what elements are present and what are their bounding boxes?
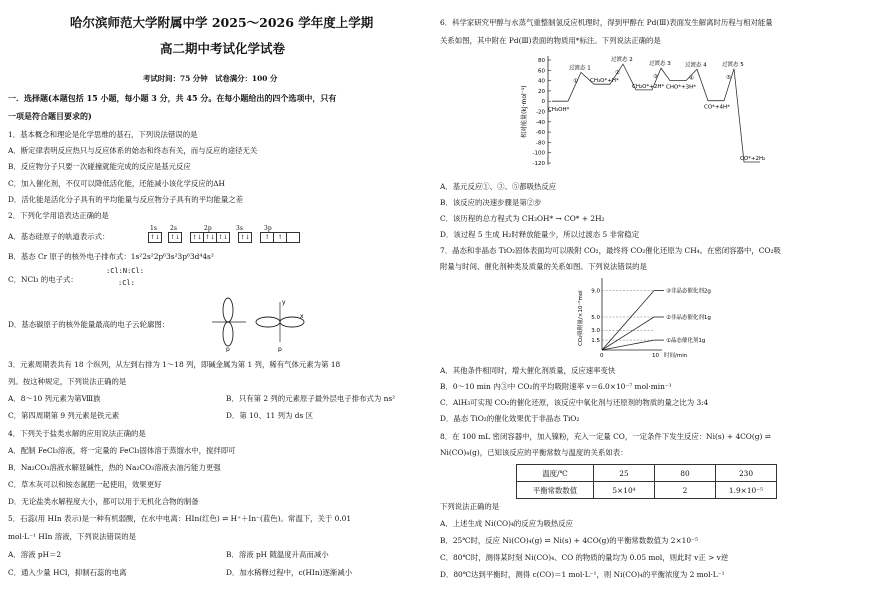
q5-option-a: A．溶液 pH＝2 — [8, 550, 62, 559]
transition-state-label: 过渡态 1 — [569, 65, 591, 72]
q1-option-d: D．活化能是活化分子具有的平均能量与反应物分子具有的平均能量之差 — [8, 195, 244, 204]
question-6-cont: 关系如图，其中附在 Pd(Ⅲ)表面的物质用*标注。下列说法正确的是 — [440, 36, 661, 45]
question-4: 4．下列关于盐类水解的应用说法正确的是 — [8, 429, 146, 438]
question-7-cont: 附量与时间、催化剂种类及质量的关系如图。下列说法错误的是 — [440, 262, 647, 271]
table-cell: 2 — [655, 482, 716, 499]
orbital-box — [286, 232, 300, 243]
section-heading-cont: 一项是符合题目要求的) — [8, 111, 92, 121]
transition-state-label: 过渡态 4 — [685, 62, 707, 69]
orbital-box: ↑↓ — [191, 234, 203, 241]
adsorption-chart — [568, 276, 743, 362]
orbital-box: ↑↓ — [149, 234, 161, 241]
orbital-label-1s: 1s — [150, 225, 157, 232]
question-1: 1．基本概念和理论是化学思维的基石，下列说法错误的是 — [8, 130, 198, 139]
table-header-cell: 230 — [716, 465, 777, 482]
equilibrium-table — [516, 464, 777, 499]
table-header-cell: 80 — [655, 465, 716, 482]
energy-tick-label: -20 — [536, 109, 545, 116]
exam-subtitle: 高二期中考试化学试卷 — [160, 41, 286, 56]
axis-y-label: y — [282, 299, 286, 306]
lewis-structure-bottom: :Cl: — [118, 279, 135, 287]
y-tick-label: 5.0 — [591, 315, 600, 321]
question-8-cont: Ni(CO)₄(g)，已知该反应的平衡常数与温度的关系如表： — [440, 448, 628, 457]
q2-option-b: B．基态 Cr 原子的核外电子排布式：1s²2s²2p⁶3s²3p⁶3d⁴4s² — [8, 252, 214, 261]
step-label: ① — [573, 78, 578, 85]
transition-state-label: 过渡态 3 — [649, 61, 671, 68]
q4-option-b: B．Na₂CO₃溶液水解显碱性，热的 Na₂CO₃溶液去油污能力更强 — [8, 463, 221, 472]
energy-tick-label: -120 — [532, 161, 545, 167]
question-6: 6．科学家研究甲醇与水蒸气重整制氢反应机理时，得到甲醇在 Pd(Ⅲ)表面发生解离时历程与相对能量 — [440, 18, 773, 27]
species-label: CO*+2H₂ — [740, 155, 766, 162]
q7-option-a: A．其他条件相同时，增大催化剂质量，反应速率变快 — [440, 366, 616, 375]
question-3-cont: 列。按这种规定，下列说法正确的是 — [8, 377, 127, 386]
x-tick-label: 0 — [600, 353, 604, 359]
q6-option-d: D．该过程 5 生成 H₂时释放能量少，所以过渡态 5 非常稳定 — [440, 230, 640, 239]
energy-tick-label: 40 — [538, 78, 545, 85]
table-header-cell: 温度/℃ — [517, 465, 594, 482]
y-tick-label: 3.0 — [591, 328, 600, 335]
exam-info: 考试时间：75 分钟 试卷满分：100 分 — [143, 74, 278, 83]
q8-prompt: 下列说法正确的是 — [440, 502, 500, 511]
species-label: CH₃OH* — [548, 107, 570, 114]
q2c-formula: NCl₃ — [21, 275, 39, 284]
q2c-suffix: 的电子式： — [38, 275, 78, 284]
q7-option-c: C．AlH₃可实现 CO₂的催化还原，该反应中氧化剂与还原剂的物质的量之比为 3:4 — [440, 398, 709, 407]
table-row-label: 平衡常数数值 — [517, 482, 594, 499]
q1-option-a: A．断定律表明反应热只与反应体系的始态和终态有关，而与反应的途径无关 — [8, 146, 258, 155]
step-label: ③ — [653, 74, 658, 81]
x-tick-label: 10 — [652, 353, 659, 359]
q8-option-b: B．25℃时，反应 Ni(CO)₄(g) ⇌ Ni(s) + 4CO(g)的平衡常数数值为 2×10⁻⁵ — [440, 536, 698, 545]
orbital-box: ↑↓ — [169, 234, 181, 241]
q2c-prefix: C． — [8, 275, 22, 284]
q7-option-d: D．晶态 TiO₂的催化效果优于非晶态 TiO₂ — [440, 414, 580, 423]
q1-option-b: B．反应物分子只要一次碰撞就能完成的反应是基元反应 — [8, 162, 191, 171]
q4-option-a: A．配制 FeCl₃溶液，将一定量的 FeCl₃固体溶于蒸馏水中，搅拌即可 — [8, 446, 236, 455]
table-cell: 1.9×10⁻⁵ — [716, 482, 777, 499]
question-8: 8．在 100 mL 密闭容器中，加入镍粉，充入一定量 CO，一定条件下发生反应：Ni(s) + 4CO(g) ⇌ — [440, 432, 771, 441]
orbital-label-2p: 2p — [204, 225, 212, 232]
series-line — [602, 291, 654, 350]
energy-tick-label: 0 — [541, 99, 545, 106]
question-2: 2．下列化学用语表达正确的是 — [8, 211, 109, 220]
orbital-label-3s: 3s — [236, 225, 243, 232]
orbital-box: ↑↓ — [239, 234, 251, 241]
q3-option-d: D．第 10、11 列为 ds 区 — [226, 411, 313, 420]
q4-option-c: C．草木灰可以和铵态氮肥一起使用，效果更好 — [8, 480, 162, 489]
lewis-structure-top: :Cl:N:Cl: — [106, 267, 144, 275]
orbital-label-2s: 2s — [170, 225, 177, 232]
transition-state-label: 过渡态 5 — [722, 61, 744, 68]
species-label: CHO*+3H* — [666, 84, 697, 91]
energy-tick-label: -60 — [536, 130, 545, 137]
orbital-boxes — [148, 232, 300, 243]
q3-option-c: C．第四周期第 9 列元素是铁元素 — [8, 411, 120, 420]
q1-option-c: C．加入催化剂，不仅可以降低活化能，还能减小该化学反应的ΔH — [8, 179, 225, 188]
q3-option-b: B．只有第 2 列的元素原子最外层电子排布式为 ns² — [226, 394, 396, 403]
q5-option-d: D．加水稀释过程中，c(HIn)逐渐减小 — [226, 568, 353, 577]
species-label: CH₃O*+H* — [590, 78, 619, 85]
energy-tick-label: -40 — [536, 119, 545, 126]
transition-state-label: 过渡态 2 — [611, 57, 633, 64]
orbital-box: ↑ — [273, 232, 286, 243]
energy-tick-label: 80 — [538, 58, 545, 64]
orbital-box: ↑ — [260, 232, 273, 243]
energy-tick-label: 60 — [538, 68, 545, 75]
energy-y-label: 相对能量(kJ·mol⁻¹) — [521, 85, 528, 138]
y-tick-label: 1.5 — [591, 338, 600, 345]
question-5: 5．石蕊(用 HIn 表示)是一种有机弱酸，在水中电离：HIn(红色) ⇌ H⁺＋In⁻(蓝色)。常温下，关于 0.01 — [8, 514, 352, 523]
series-label: ②非晶态催化剂1g — [666, 315, 711, 321]
question-3: 3．元素周期表共有 18 个纵列，从左到右排为 1～18 列，即碱金属为第 1 列，稀有气体元素为第 18 — [8, 360, 341, 369]
series-label: ①晶态催化剂1g — [666, 338, 706, 345]
section-heading: 一．选择题(本题包括 15 小题，每小题 3 分，共 45 分。在每小题给出的四个选项中，只有 — [8, 93, 337, 103]
series-label: ③非晶态催化剂2g — [666, 288, 711, 295]
species-label: CO*+4H* — [704, 104, 730, 111]
q3-option-a: A．8～10 列元素为第Ⅷ族 — [8, 394, 101, 403]
p-orbital-horizontal — [256, 302, 304, 342]
p-label-2: p — [278, 346, 282, 352]
energy-tick-label: -80 — [536, 140, 545, 147]
step-label: ⑤ — [726, 74, 731, 81]
q7-option-b: B．0～10 min 内③中 CO₂的平均吸附速率 v＝6.0×10⁻⁷ mol·min⁻¹ — [440, 382, 672, 391]
question-7: 7．晶态和非晶态 TiO₂固体表面均可以吸附 CO₂，最终将 CO₂催化还原为 CH₄。在密闭容器中，CO₂吸 — [440, 246, 781, 255]
p-label-1: p — [226, 346, 230, 352]
exam-title: 哈尔滨师范大学附属中学 2025～2026 学年度上学期 — [70, 15, 374, 30]
q8-option-c: C．80℃时，测得某时刻 Ni(CO)₄、CO 的物质的量均为 0.05 mol，则此时 v正 > v逆 — [440, 553, 729, 562]
q2-option-c — [8, 275, 78, 284]
energy-tick-label: -100 — [532, 150, 545, 157]
q6-option-b: B．该反应的决速步骤是第②步 — [440, 198, 542, 207]
species-label: CH₂O*+2H* — [632, 83, 665, 90]
q6-option-a: A．基元反应①、③、⑤都吸热反应 — [440, 182, 557, 191]
y-tick-label: 9.0 — [591, 288, 600, 295]
step-label: ④ — [689, 75, 694, 82]
orbital-box: ↑↓ — [217, 234, 229, 241]
orbital-box: ↑↓ — [204, 234, 216, 241]
table-header-cell: 25 — [594, 465, 655, 482]
x-axis-label: 时间/min — [664, 353, 688, 359]
axis-x-label: x — [300, 313, 304, 320]
q5-option-b: B．溶液 pH 随温度升高而减小 — [226, 550, 329, 559]
orbital-label-3p: 3p — [264, 225, 272, 232]
energy-tick-label: 20 — [538, 88, 545, 95]
step-label: ② — [615, 70, 620, 77]
q2-option-a: A．基态硅原子的轨道表示式： — [8, 232, 110, 241]
energy-profile-diagram — [520, 52, 770, 180]
q4-option-d: D．无论盐类水解程度大小，都可以用于无机化合物的制备 — [8, 497, 199, 506]
y-axis-label: CO₂吸附量/×10⁻⁶mol — [578, 290, 584, 346]
q5-option-c: C．通入少量 HCl，抑制石蕊的电离 — [8, 568, 127, 577]
p-orbital-vertical — [212, 298, 246, 346]
p-orbital-figures — [206, 296, 306, 352]
table-row — [517, 482, 777, 499]
q8-option-d: D．80℃达到平衡时，测得 c(CO)＝1 mol·L⁻¹，则 Ni(CO)₄的平衡浓度为 2 mol·L⁻¹ — [440, 570, 725, 579]
q6-option-c: C．该历程的总方程式为 CH₃OH* → CO* + 2H₂ — [440, 214, 605, 223]
question-5-cont: mol·L⁻¹ HIn 溶液，下列说法错误的是 — [8, 532, 137, 541]
table-cell: 5×10⁴ — [594, 482, 655, 499]
q8-option-a: A．上述生成 Ni(CO)₄的反应为吸热反应 — [440, 519, 574, 528]
table-header-row — [517, 465, 777, 482]
q2-option-d: D．基态碳原子的核外能量最高的电子云轮廓图： — [8, 320, 170, 329]
